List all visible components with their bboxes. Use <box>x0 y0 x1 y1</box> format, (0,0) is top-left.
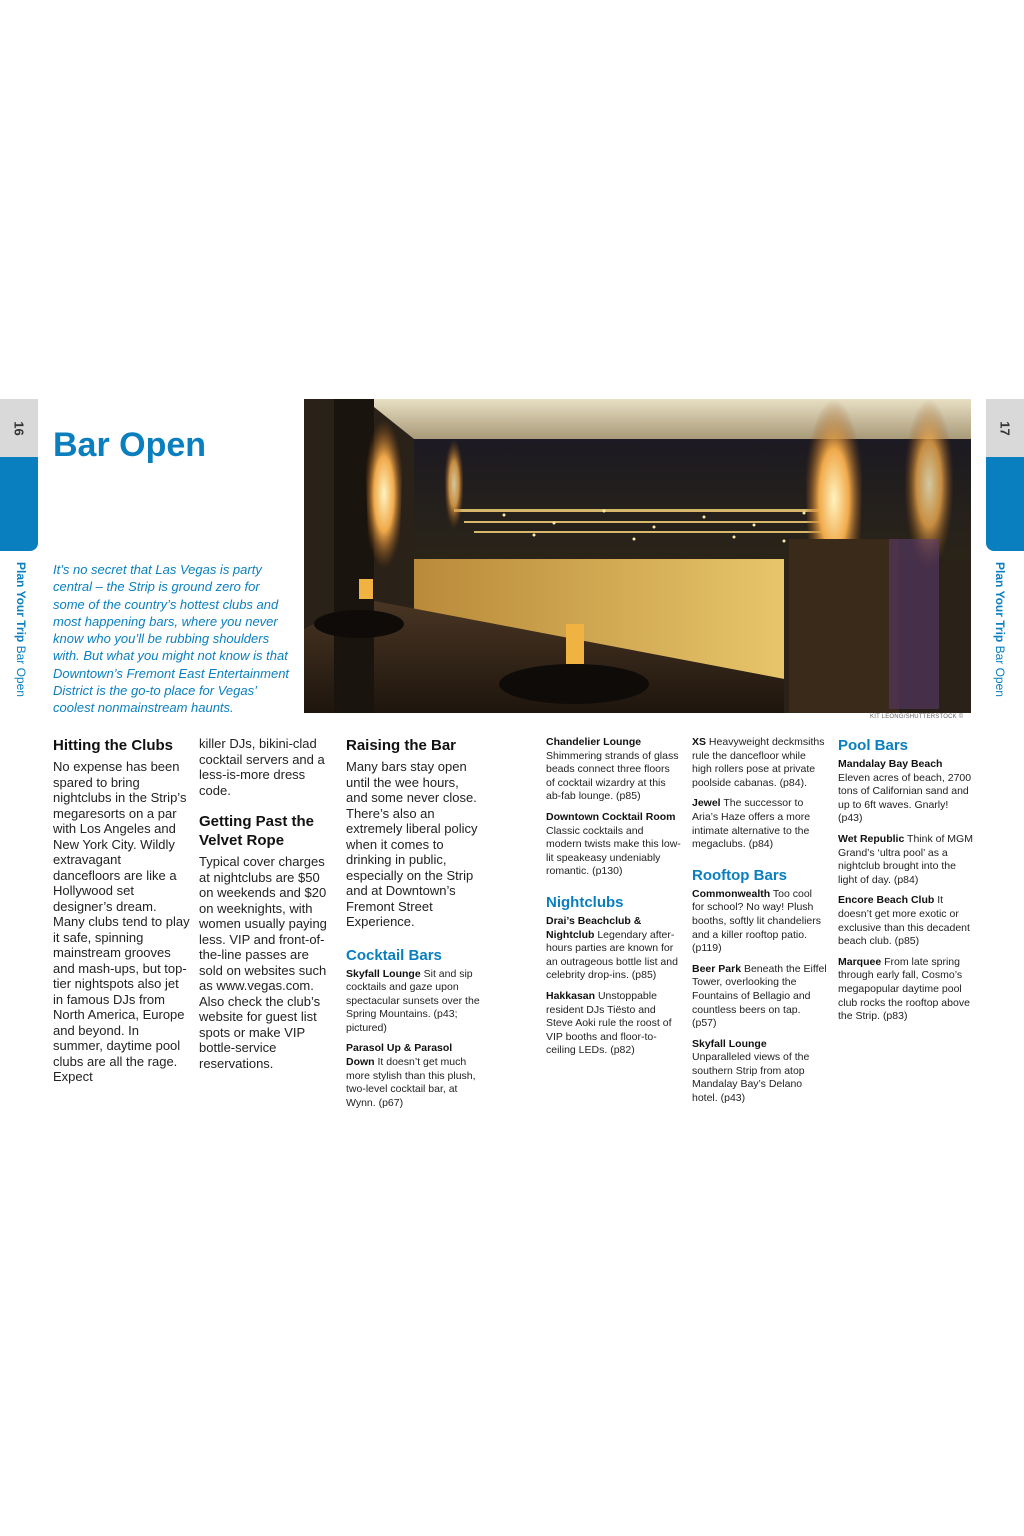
page-tab-left <box>0 399 38 551</box>
venue-description: The successor to Aria’s Haze offers a more intimate alternative to the megaclubs. (p84) <box>692 797 811 851</box>
bar-photo <box>304 399 971 713</box>
list-item <box>838 956 973 1024</box>
heading-cocktail-bars: Cocktail Bars <box>346 946 442 964</box>
photo-credit: KIT LEONG/SHUTTERSTOCK © <box>870 714 964 720</box>
venue-description: Unparalleled views of the southern Strip from atop Mandalay Bay’s Delano hotel. (p43) <box>692 1051 810 1105</box>
velvet-rope-text: Typical cover charges at nightclubs are $50 on weekends and $20 on weeknights, with women usually paying less. VIP and front-of-the-line passes are sold on websites such as www.vegas.com. Also check the club’s website for guest list spots or make VIP bottle-service reservations. <box>199 854 327 1071</box>
list-item <box>346 968 481 1036</box>
venue-description: Sit and sip cocktails and gaze upon spectacular sunsets over the Spring Mountains. (p43; pictured) <box>346 967 480 1034</box>
page-number-box-right <box>986 399 1024 457</box>
venue-description: Too cool for school? No way! Plush booths, softly lit chandeliers and a killer rooftop patio. (p119) <box>692 887 821 955</box>
hitting-the-clubs-text-continued: killer DJs, bikini-clad cocktail servers and a less-is-more dress code. <box>199 736 325 798</box>
list-item <box>838 758 973 826</box>
venue-name: Downtown Cocktail Room <box>546 810 676 823</box>
column-2 <box>199 736 334 1071</box>
list-item <box>692 736 827 790</box>
column-3 <box>346 736 481 1117</box>
list-item <box>838 833 973 887</box>
chapter-color-tab-left <box>0 457 38 551</box>
venue-description: Classic cocktails and modern twists make this low-lit speakeasy undeniably romantic. (p130) <box>546 824 681 878</box>
column-4 <box>546 736 681 1065</box>
column-1 <box>53 736 190 1085</box>
list-item <box>692 888 827 956</box>
running-head-section-right: Plan Your Trip <box>993 562 1007 643</box>
hitting-the-clubs-text: No expense has been spared to bring nightclubs in the Strip’s megaresorts on a par with Los Angeles and New York City. Wildly extravagant dancefloors are like a Hollywood set designer’s dream. Many clubs tend to play it safe, spinning mainstream grooves and mash-ups, but top-tier nightspots also jet in famous DJs from North America, Europe and beyond. In summer, daytime pool clubs are all the rage. Expect <box>53 759 190 1084</box>
heading-nightclubs: Nightclubs <box>546 893 624 911</box>
venue-name: Marquee <box>838 955 882 968</box>
venue-name: XS <box>692 736 707 748</box>
heading-raising-the-bar: Raising the Bar <box>346 737 457 754</box>
venue-name: Chandelier Lounge <box>546 736 642 748</box>
list-item <box>546 915 681 983</box>
venue-name: Skyfall Lounge <box>346 967 421 980</box>
list-item <box>546 990 681 1058</box>
page-tab-right <box>986 399 1024 551</box>
venue-name: Drai’s Beachclub & Nightclub <box>546 914 642 941</box>
venue-name: Commonwealth <box>692 887 771 900</box>
heading-getting-past-velvet-rope: Getting Past the Velvet Rope <box>199 813 315 849</box>
venue-description: It doesn’t get more exotic or exclusive than this decadent beach club. (p85) <box>838 894 970 948</box>
venue-description: Think of MGM Grand’s ‘ultra pool’ as a nightclub brought into the light of day. (p84) <box>838 832 973 886</box>
bar-photo-illustration <box>304 399 971 713</box>
list-item <box>692 797 827 851</box>
list-item <box>546 811 681 879</box>
venue-description: Eleven acres of beach, 2700 tons of Californian sand and up to 6ft waves. Gnarly! (p43) <box>838 771 972 825</box>
venue-description: Heavyweight deckmsiths rule the dancefloor while high rollers pose at private poolside cabanas. (p84). <box>692 736 825 789</box>
list-item <box>692 963 827 1031</box>
venue-description: From late spring through early fall, Cosmo’s megapopular daytime pool club rocks the rooftop above the Strip. (p83) <box>838 955 970 1023</box>
heading-rooftop-bars: Rooftop Bars <box>692 866 787 884</box>
raising-the-bar-text: Many bars stay open until the wee hours, and some never close. There’s also an extremely liberal policy when it comes to drinking in public, especially on the Strip and at Downtown’s Fremont Street Experience. <box>346 759 478 929</box>
venue-name: Beer Park <box>692 962 742 975</box>
page-title: Bar Open <box>53 426 207 464</box>
venue-name: Encore Beach Club <box>838 894 935 907</box>
intro-text: It’s no secret that Las Vegas is party central – the Strip is ground zero for some of the country’s hottest clubs and most happening bars, where you never know who you’ll be rubbing shoulders with. But what you might not know is that Downtown’s Fremont East Entertainment District is the go-to place for Vegas’ coolest nonmainstream haunts. <box>53 562 290 716</box>
venue-name: Mandalay Bay Beach <box>838 758 943 770</box>
column-6 <box>838 736 973 1031</box>
running-head-right <box>993 562 1007 697</box>
page-number-left: 16 <box>11 420 27 436</box>
chapter-color-tab-right <box>986 457 1024 551</box>
venue-description: It doesn’t get much more stylish than this plush, two-level cocktail bar, at Wynn. (p67) <box>346 1056 476 1109</box>
column-5 <box>692 736 827 1113</box>
venue-name: Parasol Up & Parasol Down <box>346 1042 453 1069</box>
heading-hitting-the-clubs: Hitting the Clubs <box>53 737 173 754</box>
venue-name: Jewel <box>692 797 721 810</box>
list-item <box>692 1038 827 1106</box>
page-number-box-left <box>0 399 38 457</box>
venue-description: Legendary after-hours parties are known for an outrageous bottle list and celebrity drop-ins. (p85) <box>546 928 678 982</box>
cocktail-bars-section <box>346 946 481 1111</box>
venue-name: Wet Republic <box>838 832 905 845</box>
heading-pool-bars: Pool Bars <box>838 737 909 754</box>
running-head-left <box>14 562 28 697</box>
venue-description: Shimmering strands of glass beads connect three floors of cocktail wizardry at this ab-fab lounge. (p85) <box>546 749 679 803</box>
venue-description: Beneath the Eiffel Tower, overlooking the Fountains of Bellagio and countless beers on tap. (p57) <box>692 962 827 1030</box>
running-head-chapter-left: Bar Open <box>14 645 28 697</box>
venue-name: Skyfall Lounge <box>692 1037 767 1050</box>
page-number-right: 17 <box>997 420 1013 436</box>
running-head-section-left: Plan Your Trip <box>14 562 28 643</box>
list-item <box>838 894 973 948</box>
running-head-chapter-right: Bar Open <box>993 645 1007 697</box>
list-item <box>546 736 681 804</box>
venue-name: Hakkasan <box>546 989 596 1002</box>
venue-description: Unstoppable resident DJs Tiësto and Steve Aoki rule the roost of VIP booths and floor-to-ceiling LEDs. (p82) <box>546 989 672 1057</box>
list-item <box>346 1042 481 1110</box>
